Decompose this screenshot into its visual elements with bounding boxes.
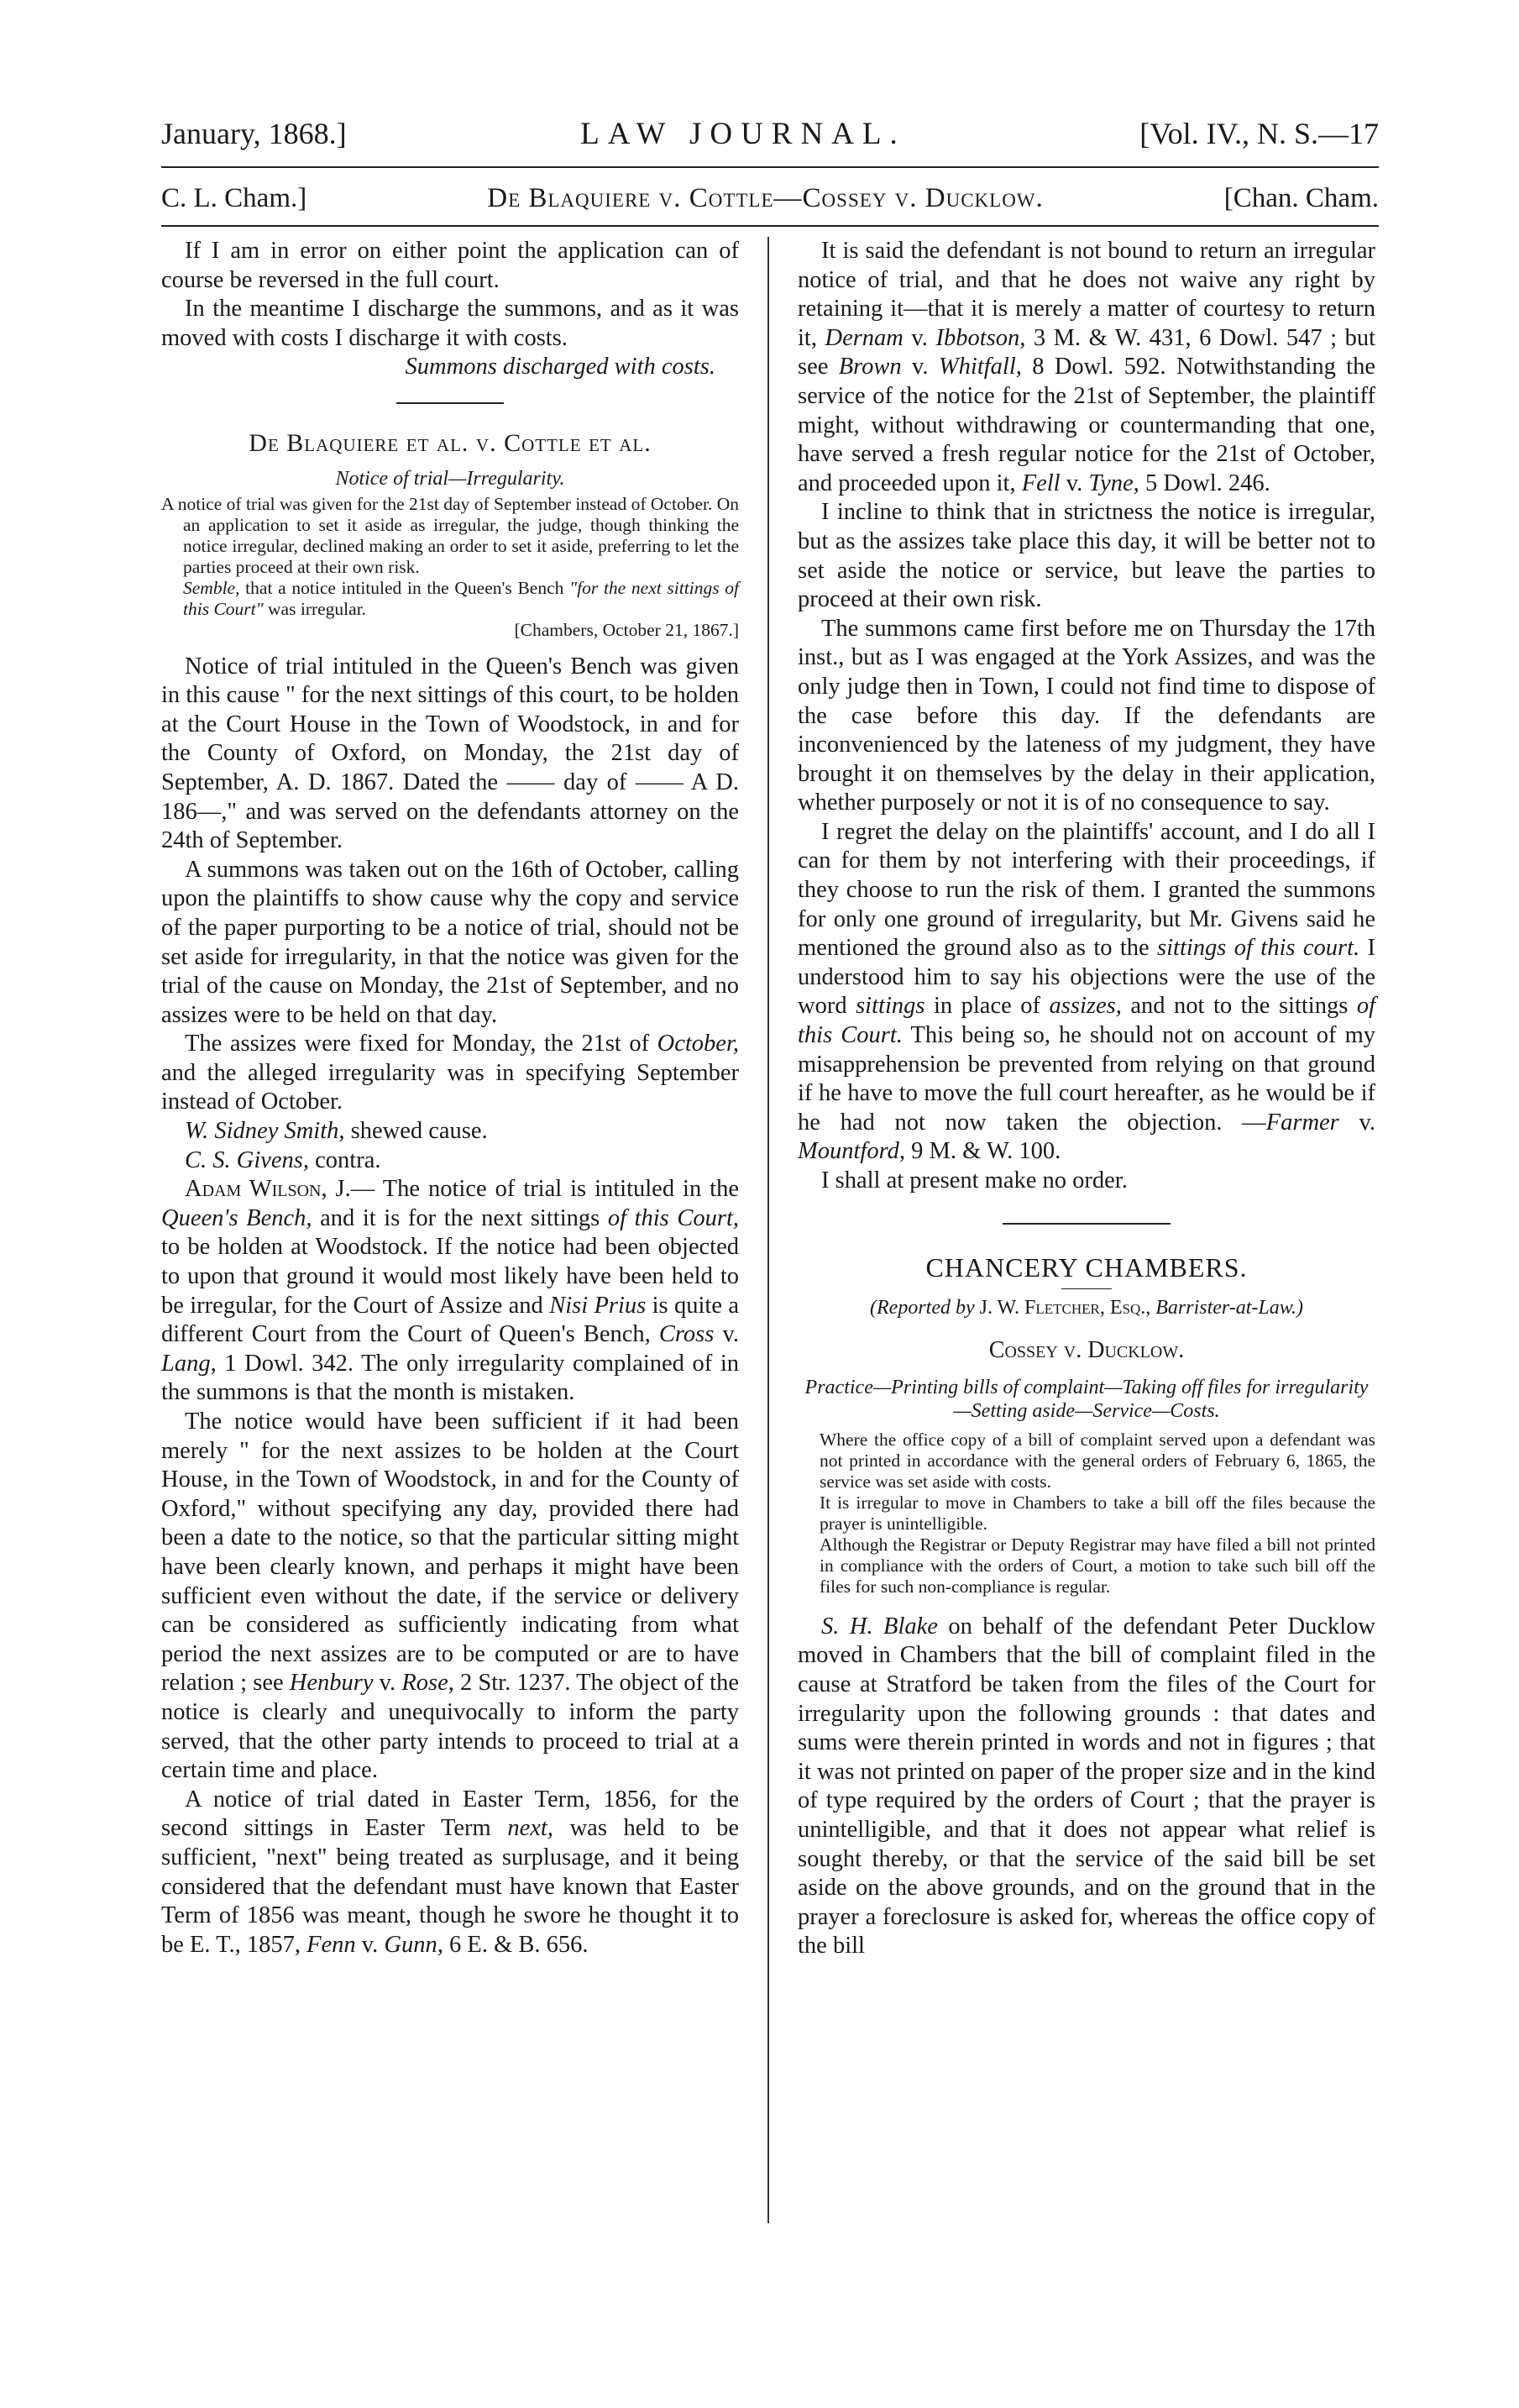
column-divider (767, 237, 769, 2223)
paragraph: The notice would have been sufficient if it had been merely " for the next assizes to be holden at the Court House, in the Town of Woodstock, in and for the County of Oxford," without specifying any day, provided there had been a date to the notice, so that the particular sitting might have been clearly known, and perhaps it might have been sufficient even without the date, if the service or delivery can be considered as sufficiently indicating from what period the next assizes are to be computed or are to have relation ; see Henbury v. Rose, 2 Str. 1237. The object of the notice is clearly and unequivocally to inform the party served, that the other party intends to proceed to trial at a certain time and place. (161, 1409, 740, 1784)
judgment-paragraph: Adam Wilson, J.— The notice of trial is intituled in the Queen's Bench, and it is for the next sittings of this Court, to be holden at Woodstock. If the notice had been objected to upon that ground it would most likely have been held to be irregular, for the Court of Assize and Nisi Prius is quite a different Court from the Court of Queen's Bench, Cross v. Lang, 1 Dowl. 342. The only irregularity complained of in the summons is that the month is mistaken. (161, 1176, 740, 1406)
case-titles-header: De Blaquiere v. Cottle—Cossey v. Ducklow. (487, 183, 1044, 213)
headnote-date: [Chambers, October 21, 1867.] (514, 619, 739, 640)
divider (1003, 1223, 1171, 1225)
paragraph: In the meantime I discharge the summons, and as it was moved with costs I discharge it with costs. (161, 296, 739, 351)
journal-title: LAW JOURNAL. (580, 117, 906, 151)
left-column (161, 237, 739, 1959)
section-rule (161, 225, 1379, 227)
volume-page: [Vol. IV., N. S.—17 (1139, 117, 1379, 150)
case-title: Cossey v. Ducklow. (988, 1337, 1185, 1364)
catchwords: Notice of trial—Irregularity. (335, 467, 565, 490)
header-rule (161, 166, 1379, 168)
counsel-line: C. S. Givens, contra. (185, 1146, 381, 1173)
paragraph: I shall at present make no order. (821, 1167, 1128, 1194)
case-title: De Blaquiere et al. v. Cottle et al. (249, 428, 652, 457)
paragraph: A notice of trial dated in Easter Term, 1856, for the second sittings in Easter Term next, was held to be sufficient, "next" being treated as surplusage, and it being considered that the defendant must have known that Easter Term of 1856 was meant, though he swore he thought it to be E. T., 1857, Fenn v. Gunn, 6 E. & B. 656. (161, 1786, 739, 1958)
paragraph: The assizes were fixed for Monday, the 21st of October, and the alleged irregularity was in specifying September instead of October. (161, 1031, 739, 1115)
headnote: A notice of trial was given for the 21st day of September instead of October. On an application to set it aside as irregular, the judge, though thinking the notice irregular, declined making an order to set it aside, preferring to let the parties proceed at their own risk. (161, 493, 739, 577)
paragraph: I incline to think that in strictness the notice is irregular, but as the assizes take place this day, it will be better not to set aside the notice or service, but leave the parties to proceed at their own risk. (798, 499, 1375, 613)
section-head (161, 183, 1379, 214)
counsel-line: W. Sidney Smith, shewed cause. (185, 1118, 488, 1145)
paragraph: The summons came first before me on Thursday the 17th inst., but as I was engaged at the York Assizes, and was the only judge then in Town, I could not find time to dispose of the case before this day. If the defendants are inconvenienced by the lateness of my judgment, they have brought it on themselves by the delay in their application, whether purposely or not it is of no consequence to say. (798, 615, 1375, 816)
paragraph: S. H. Blake on behalf of the defendant Peter Ducklow moved in Chambers that the bill of complaint filed in the cause at Stratford be taken from the files of the Court for irregularity upon the following grounds : that dates and sums were therein printed in words and not in figures ; that it was not printed on paper of the proper size and in the kind of type required by the orders of Court ; that the prayer is unintelligible, and that it does not appear what relief is sought thereby, or that the service of the said bill be set aside on the above grounds, and on the ground that in the prayer a foreclosure is asked for, whereas the office copy of the bill (798, 1613, 1375, 1959)
paragraph: Notice of trial intituled in the Queen's Bench was given in this cause " for the next sittings of this court, to be holden at the Court House in the Town of Woodstock, in and for the County of Oxford, on Monday, the 21st day of September, A. D. 1867. Dated the —— day of —— A D. 186—," and was served on the defendants attorney on the 24th of September. (161, 653, 739, 854)
headnote: It is irregular to move in Chambers to take a bill off the files because the prayer is unintelligible. (820, 1492, 1375, 1534)
section-title: CHANCERY CHAMBERS. (925, 1251, 1248, 1283)
divider (396, 402, 504, 404)
paragraph: It is said the defendant is not bound to return an irregular notice of trial, and that he does not waive any right by retaining it—that it is merely a matter of courtesy to return it, Dernam v. Ibbotson, 3 M. & W. 431, 6 Dowl. 547 ; but see Brown v. Whitfall, 8 Dowl. 592. Notwithstanding the service of the notice for the 21st of September, the plaintiff might, without withdrawing or countermanding that one, have served a fresh regular notice for the 21st of October, and proceeded upon it, Fell v. Tyne, 5 Dowl. 246. (798, 238, 1375, 496)
headnote: Although the Registrar or Deputy Registrar may have filed a bill not printed in compliance with the orders of Court, a motion to take such bill off the files for such non-compliance is regular. (820, 1534, 1375, 1597)
running-head (161, 116, 1379, 152)
left-court-label: C. L. Cham.] (161, 183, 307, 213)
right-column (798, 237, 1375, 1961)
right-court-label: [Chan. Cham. (1223, 183, 1379, 213)
divider (1061, 1288, 1112, 1289)
paragraph: I regret the delay on the plaintiffs' account, and I do all I can for them by not interfering with their proceedings, if they choose to run the risk of them. I granted the summons for only one ground of irregularity, but Mr. Givens said he mentioned the ground also as to the sittings of this court. I understood him to say his objections were the use of the word sittings in place of assizes, and not to the sittings of this Court. This being so, he should not on account of my misapprehension be prevented from relying on that ground if he have to move the full court hereafter, as he would be if he had not now taken the objection. —Farmer v. Mountford, 9 M. & W. 100. (798, 818, 1375, 1165)
disposition: Summons discharged with costs. (405, 354, 715, 380)
reporter-line: (Reported by J. W. Fletcher, Esq., Barrister-at-Law.) (870, 1297, 1303, 1319)
paragraph: If I am in error on either point the application can of course be reversed in the full court. (161, 238, 739, 293)
headnote: Where the office copy of a bill of complaint served upon a defendant was not printed in accordance with the general orders of February 6, 1865, the service was set aside with costs. (820, 1429, 1375, 1492)
paragraph: A summons was taken out on the 16th of October, calling upon the plaintiffs to show cause why the copy and service of the paper purporting to be a notice of trial, should not be set aside for irregularity, in that the notice was given for the trial of the cause on Monday, the 21st of September, and no assizes were to be held on that day. (161, 856, 739, 1028)
headnote: Semble, that a notice intituled in the Queen's Bench "for the next sittings of this Court" was irregular. (183, 577, 739, 619)
catchwords: Practice—Printing bills of complaint—Taking off files for irregularity—Setting aside—Service—Costs. (804, 1376, 1369, 1422)
issue-date: January, 1868.] (161, 117, 347, 150)
